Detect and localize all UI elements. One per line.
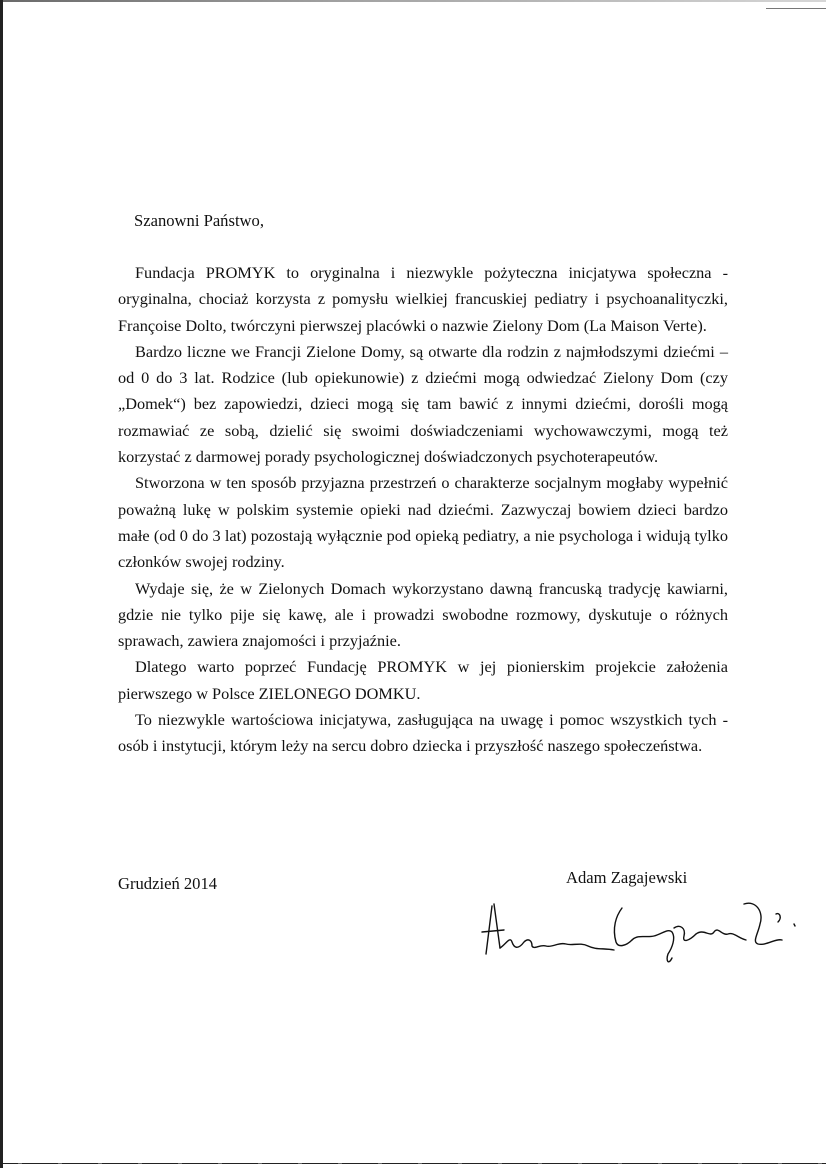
paragraph-4: Wydaje się, że w Zielonych Domach wykorzystano dawną francuską tradycję kawiarni, gdzie nie tylko pije się kawę, ale i prowadzi swobodne rozmowy, dyskutuje o różnych sprawach, zawiera znajomości i przyjaźnie.: [118, 578, 728, 651]
paragraph-3: Stworzona w ten sposób przyjazna przestrzeń o charakterze socjalnym mogłaby wypełnić poważną lukę w polskim systemie opieki nad dziećmi. Zazwyczaj bowiem dzieci bardzo małe (od 0 do 3 lat) pozostają wyłącznie pod opieką pediatry, a nie psychologa i widują tylko członków swojej rodziny.: [118, 473, 728, 572]
handwritten-signature: [476, 898, 806, 978]
salutation: Szanowni Państwo,: [134, 211, 264, 230]
paragraph-6: To niezwykle wartościowa inicjatywa, zasługująca na uwagę i pomoc wszystkich tych - osób i instytucji, którym leży na sercu dobro dziecka i przyszłość naszego społeczeństwa.: [118, 710, 728, 756]
paragraph-2: Bardzo liczne we Francji Zielone Domy, są otwarte dla rodzin z najmłodszymi dziećmi – od 0 do 3 lat. Rodzice (lub opiekunowie) z dziećmi mogą odwiedzać Zielony Dom (czy „Domek“) bez zapowiedzi, dzieci mogą się tam bawić z innymi dziećmi, dorośli mogą rozmawiać ze sobą, dzielić się swoimi doświadczeniami wychowawczymi, mogą też korzystać z darmowej porady psychologicznej doświadczonych psychoterapeutów.: [118, 341, 728, 467]
letter-body: [118, 260, 728, 760]
letter-date: Grudzień 2014: [118, 874, 218, 893]
author-name: Adam Zagajewski: [566, 868, 688, 887]
paragraph-1: Fundacja PROMYK to oryginalna i niezwykle pożyteczna inicjatywa społeczna - oryginalna, chociaż korzysta z pomysłu wielkiej francuskiej pediatry i psychoanalityczki, Françoise Dolto, twórczyni pierwszej placówki o nazwie Zielony Dom (La Maison Verte).: [118, 263, 728, 335]
paragraph-5: Dlatego warto poprzeć Fundację PROMYK w jej pionierskim projekcie założenia pierwszego w Polsce ZIELONEGO DOMKU.: [118, 657, 728, 703]
